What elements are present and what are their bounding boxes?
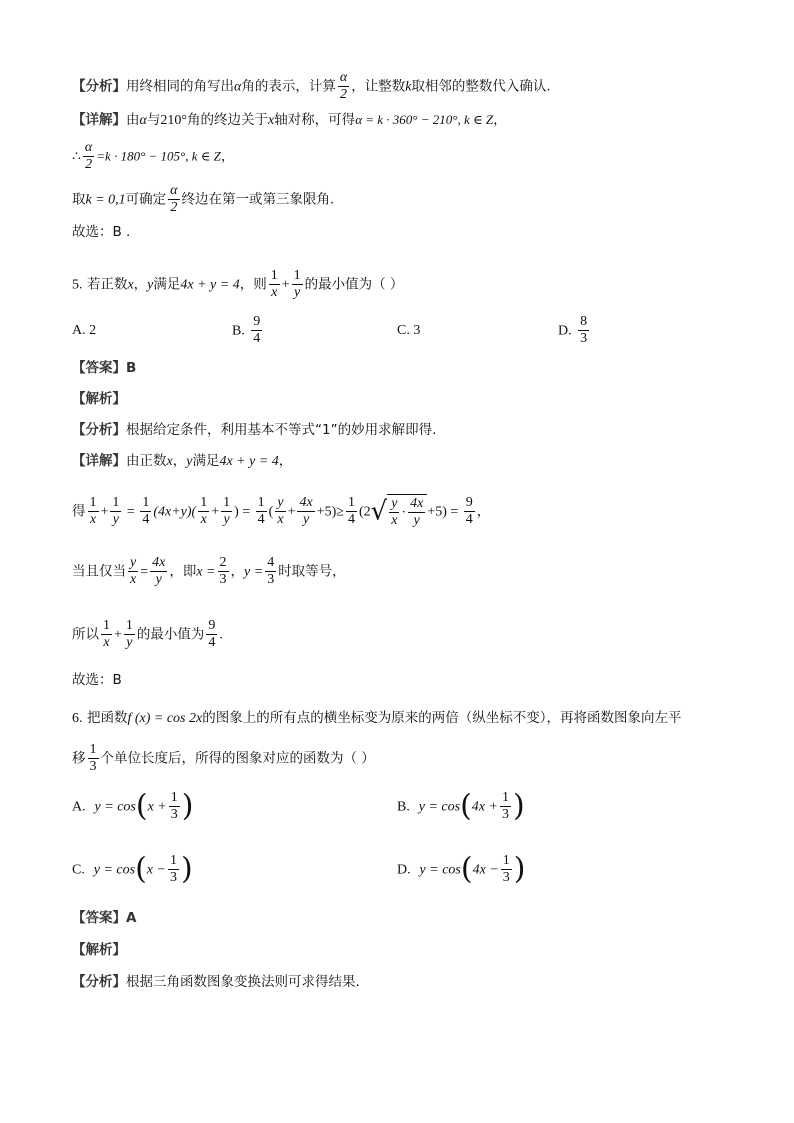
detail-paragraph: 【详解】由α与210°角的终边关于x轴对称，可得α = k · 360° − 210°, k ∈ Z， [72,112,507,128]
option-c: C. 3 [397,323,421,338]
option-c: C. y = cos(x − $\frac{1}{3}$ ) [72,851,193,887]
therefore-line: ∴ $\frac{\alpha}{2}$ =k · 180° − 105°, k ∈ Z， [72,140,235,172]
option-a: A. y = cos(x + $\frac{1}{3}$ ) [72,788,194,824]
question-6-continued: 移 $\frac{1}{3}$ 个单位长度后，所得的图象对应的函数为（ ） [72,742,375,774]
analysis-heading: 【解析】 [72,391,126,407]
fraction: $\frac{\alpha}{2}$ [170,183,178,215]
square-root: $\frac{y}{x}$ · $\frac{4x}{y}$ [387,494,427,529]
choice-line: 故选：B . [72,224,131,240]
fraction: $\frac{\alpha}{2}$ [84,140,93,172]
analysis-paragraph: 【分析】用终相同的角写出α角的表示，计算 $\frac{\alpha}{2}$ ，让整数k取相邻的整数代入确认. [72,70,551,102]
answer-label: 【答案】A [72,910,137,926]
fraction: $\frac{1}{x}$ [270,268,278,300]
choice-line: 故选：B [72,672,122,688]
fraction: $\frac{1}{y}$ [293,268,301,300]
question-6: 6. 把函数f (x) = cos 2x的图象上的所有点的横坐标变为原来的两倍（纵坐标不变），再将函数图象向左平 [72,710,682,726]
question-5: 5. 若正数x，y满足4x + y = 4，则 $\frac{1}{x}$ + $\frac{1}{y}$ 的最小值为（ ） [72,268,404,300]
min-value-line: 所以 $\frac{1}{x}$ + $\frac{1}{y}$ 的最小值为 $\frac{9}{4}$ . [72,618,223,650]
fraction: $\frac{8}{3}$ [580,314,588,346]
option-b: B. y = cos(4x + $\frac{1}{3}$ ) [397,788,525,824]
conclusion-paragraph: 取k = 0,1可确定 $\frac{\alpha}{2}$ 终边在第一或第三象限角. [72,183,335,215]
analysis-heading: 【解析】 [72,942,126,958]
answer-label: 【答案】B [72,360,137,376]
detail-paragraph: 【详解】由正数x，y满足4x + y = 4， [72,453,293,469]
analysis-paragraph: 【分析】根据三角函数图象变换法则可求得结果. [72,974,360,990]
analysis-paragraph: 【分析】根据给定条件，利用基本不等式“1”的妙用求解即得. [72,422,437,438]
inequality-derivation: 得 $\frac{1}{x}$ + $\frac{1}{y}$ = $\frac{1}{4}$ (4x+y)( $\frac{1}{x}$ + $\frac{1}{y}$ ) = $\frac{1}{4}$ ( $\frac{y}{x}$ + $\frac{4x}{y}$ +5)≥ $\frac{1}{4}$ (2√ $\frac{y}{x}$ · $\frac{4x}{y}$ +5) = $\frac{9}{4}$ ， [72,495,491,528]
fraction: $\frac{\alpha}{2}$ [339,70,348,102]
equality-condition: 当且仅当 $\frac{y}{x}$ = $\frac{4x}{y}$ ，即x = $\frac{2}{3}$ ，y = $\frac{4}{3}$ 时取等号， [72,555,346,587]
option-d: D. $\frac{8}{3}$ [558,314,588,346]
option-a: A. 2 [72,323,97,338]
option-b: B. $\frac{9}{4}$ [232,314,261,346]
fraction: $\frac{9}{4}$ [253,314,261,346]
option-d: D. y = cos(4x − $\frac{1}{3}$ ) [397,851,526,887]
